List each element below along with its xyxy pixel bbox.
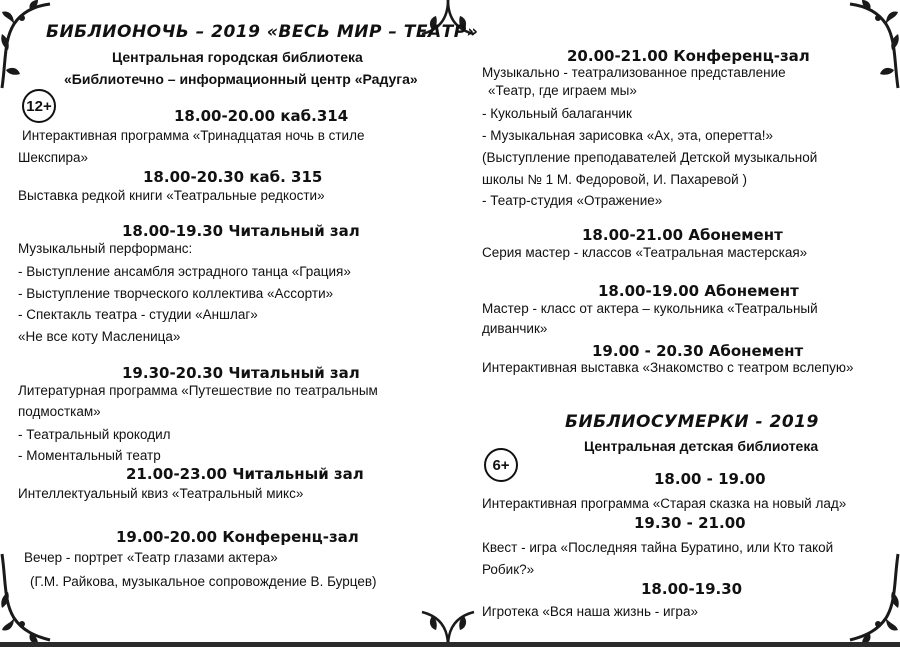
event-time: 18.00-19.00 Абонемент: [598, 282, 799, 300]
event-description: Интерактивная программа «Старая сказка на новый лад»: [482, 496, 847, 511]
event-description: «Не все коту Масленица»: [18, 329, 181, 344]
event-description: (Выступление преподавателей Детской музыкальной: [482, 150, 818, 165]
event-description: - Музыкальная зарисовка «Ах, эта, оперетта!»: [482, 128, 773, 143]
event-description: - Театр-студия «Отражение»: [482, 193, 663, 208]
event-description: Шекспира»: [18, 150, 89, 165]
age-rating-badge: 6+: [484, 448, 518, 482]
section-title: БИБЛИОСУМЕРКИ - 2019: [565, 412, 819, 432]
event-description: Игротека «Вся наша жизнь - игра»: [482, 604, 698, 619]
event-time: 20.00-21.00 Конференц-зал: [567, 47, 810, 65]
event-description: диванчик»: [482, 321, 548, 336]
event-description: - Выступление творческого коллектива «Ассорти»: [18, 286, 334, 301]
event-description: подмосткам»: [18, 404, 101, 419]
event-description: Литературная программа «Путешествие по театральным: [18, 383, 378, 398]
event-description: - Моментальный театр: [18, 448, 161, 463]
event-description: - Театральный крокодил: [18, 427, 171, 442]
bottom-border: [0, 642, 900, 647]
organization-subtitle: «Библиотечно – информационный центр «Радуга»: [64, 71, 418, 87]
event-description: - Спектакль театра - студии «Аншлаг»: [18, 307, 258, 322]
event-description: Интерактивная выставка «Знакомство с театром вслепую»: [482, 360, 854, 375]
event-description: Робик?»: [482, 562, 535, 577]
event-description: Интеллектуальный квиз «Театральный микс»: [18, 486, 304, 501]
event-description: Музыкально - театрализованное представление: [482, 65, 786, 80]
event-time: 18.00-20.30 каб. 315: [143, 168, 323, 186]
organization-name: Центральная городская библиотека: [112, 49, 363, 65]
event-time: 21.00-23.00 Читальный зал: [126, 465, 364, 483]
organization-name: Центральная детская библиотека: [584, 438, 819, 454]
floral-corner-icon: [0, 552, 60, 644]
event-time: 19.30 - 21.00: [634, 514, 746, 532]
event-time: 18.00-19.30 Читальный зал: [122, 222, 360, 240]
event-time: 18.00-19.30: [641, 580, 743, 598]
event-time: 19.30-20.30 Читальный зал: [122, 364, 360, 382]
floral-corner-icon: [418, 586, 478, 646]
event-description: Выставка редкой книги «Театральные редкости»: [18, 188, 325, 203]
event-description: Вечер - портрет «Театр глазами актера»: [24, 550, 278, 565]
event-description: Серия мастер - классов «Театральная мастерская»: [482, 245, 808, 260]
event-description: Интерактивная программа «Тринадцатая ночь в стиле: [22, 128, 365, 143]
event-description: (Г.М. Райкова, музыкальное сопровождение В. Бурцев): [30, 574, 377, 589]
page-title: БИБЛИОНОЧЬ – 2019 «ВЕСЬ МИР – ТЕАТР»: [46, 22, 479, 42]
floral-corner-icon: [838, 0, 900, 90]
event-description: Музыкальный перформанс:: [18, 241, 193, 256]
event-time: 19.00-20.00 Конференц-зал: [116, 528, 359, 546]
event-time: 18.00-21.00 Абонемент: [582, 226, 783, 244]
floral-corner-icon: [838, 552, 900, 644]
event-description: Мастер - класс от актера – кукольника «Театральный: [482, 301, 818, 316]
event-time: 18.00 - 19.00: [654, 470, 766, 488]
event-description: - Выступление ансамбля эстрадного танца «Грация»: [18, 264, 351, 279]
event-time: 19.00 - 20.30 Абонемент: [592, 342, 804, 360]
event-description: Квест - игра «Последняя тайна Буратино, или Кто такой: [482, 540, 834, 555]
event-description: «Театр, где играем мы»: [488, 83, 637, 98]
event-description: - Кукольный балаганчик: [482, 106, 632, 121]
floral-corner-icon: [0, 0, 60, 90]
event-time: 18.00-20.00 каб.314: [174, 107, 349, 125]
event-description: школы № 1 М. Федоровой, И. Пахаревой ): [482, 172, 747, 187]
age-rating-badge: 12+: [22, 89, 56, 123]
